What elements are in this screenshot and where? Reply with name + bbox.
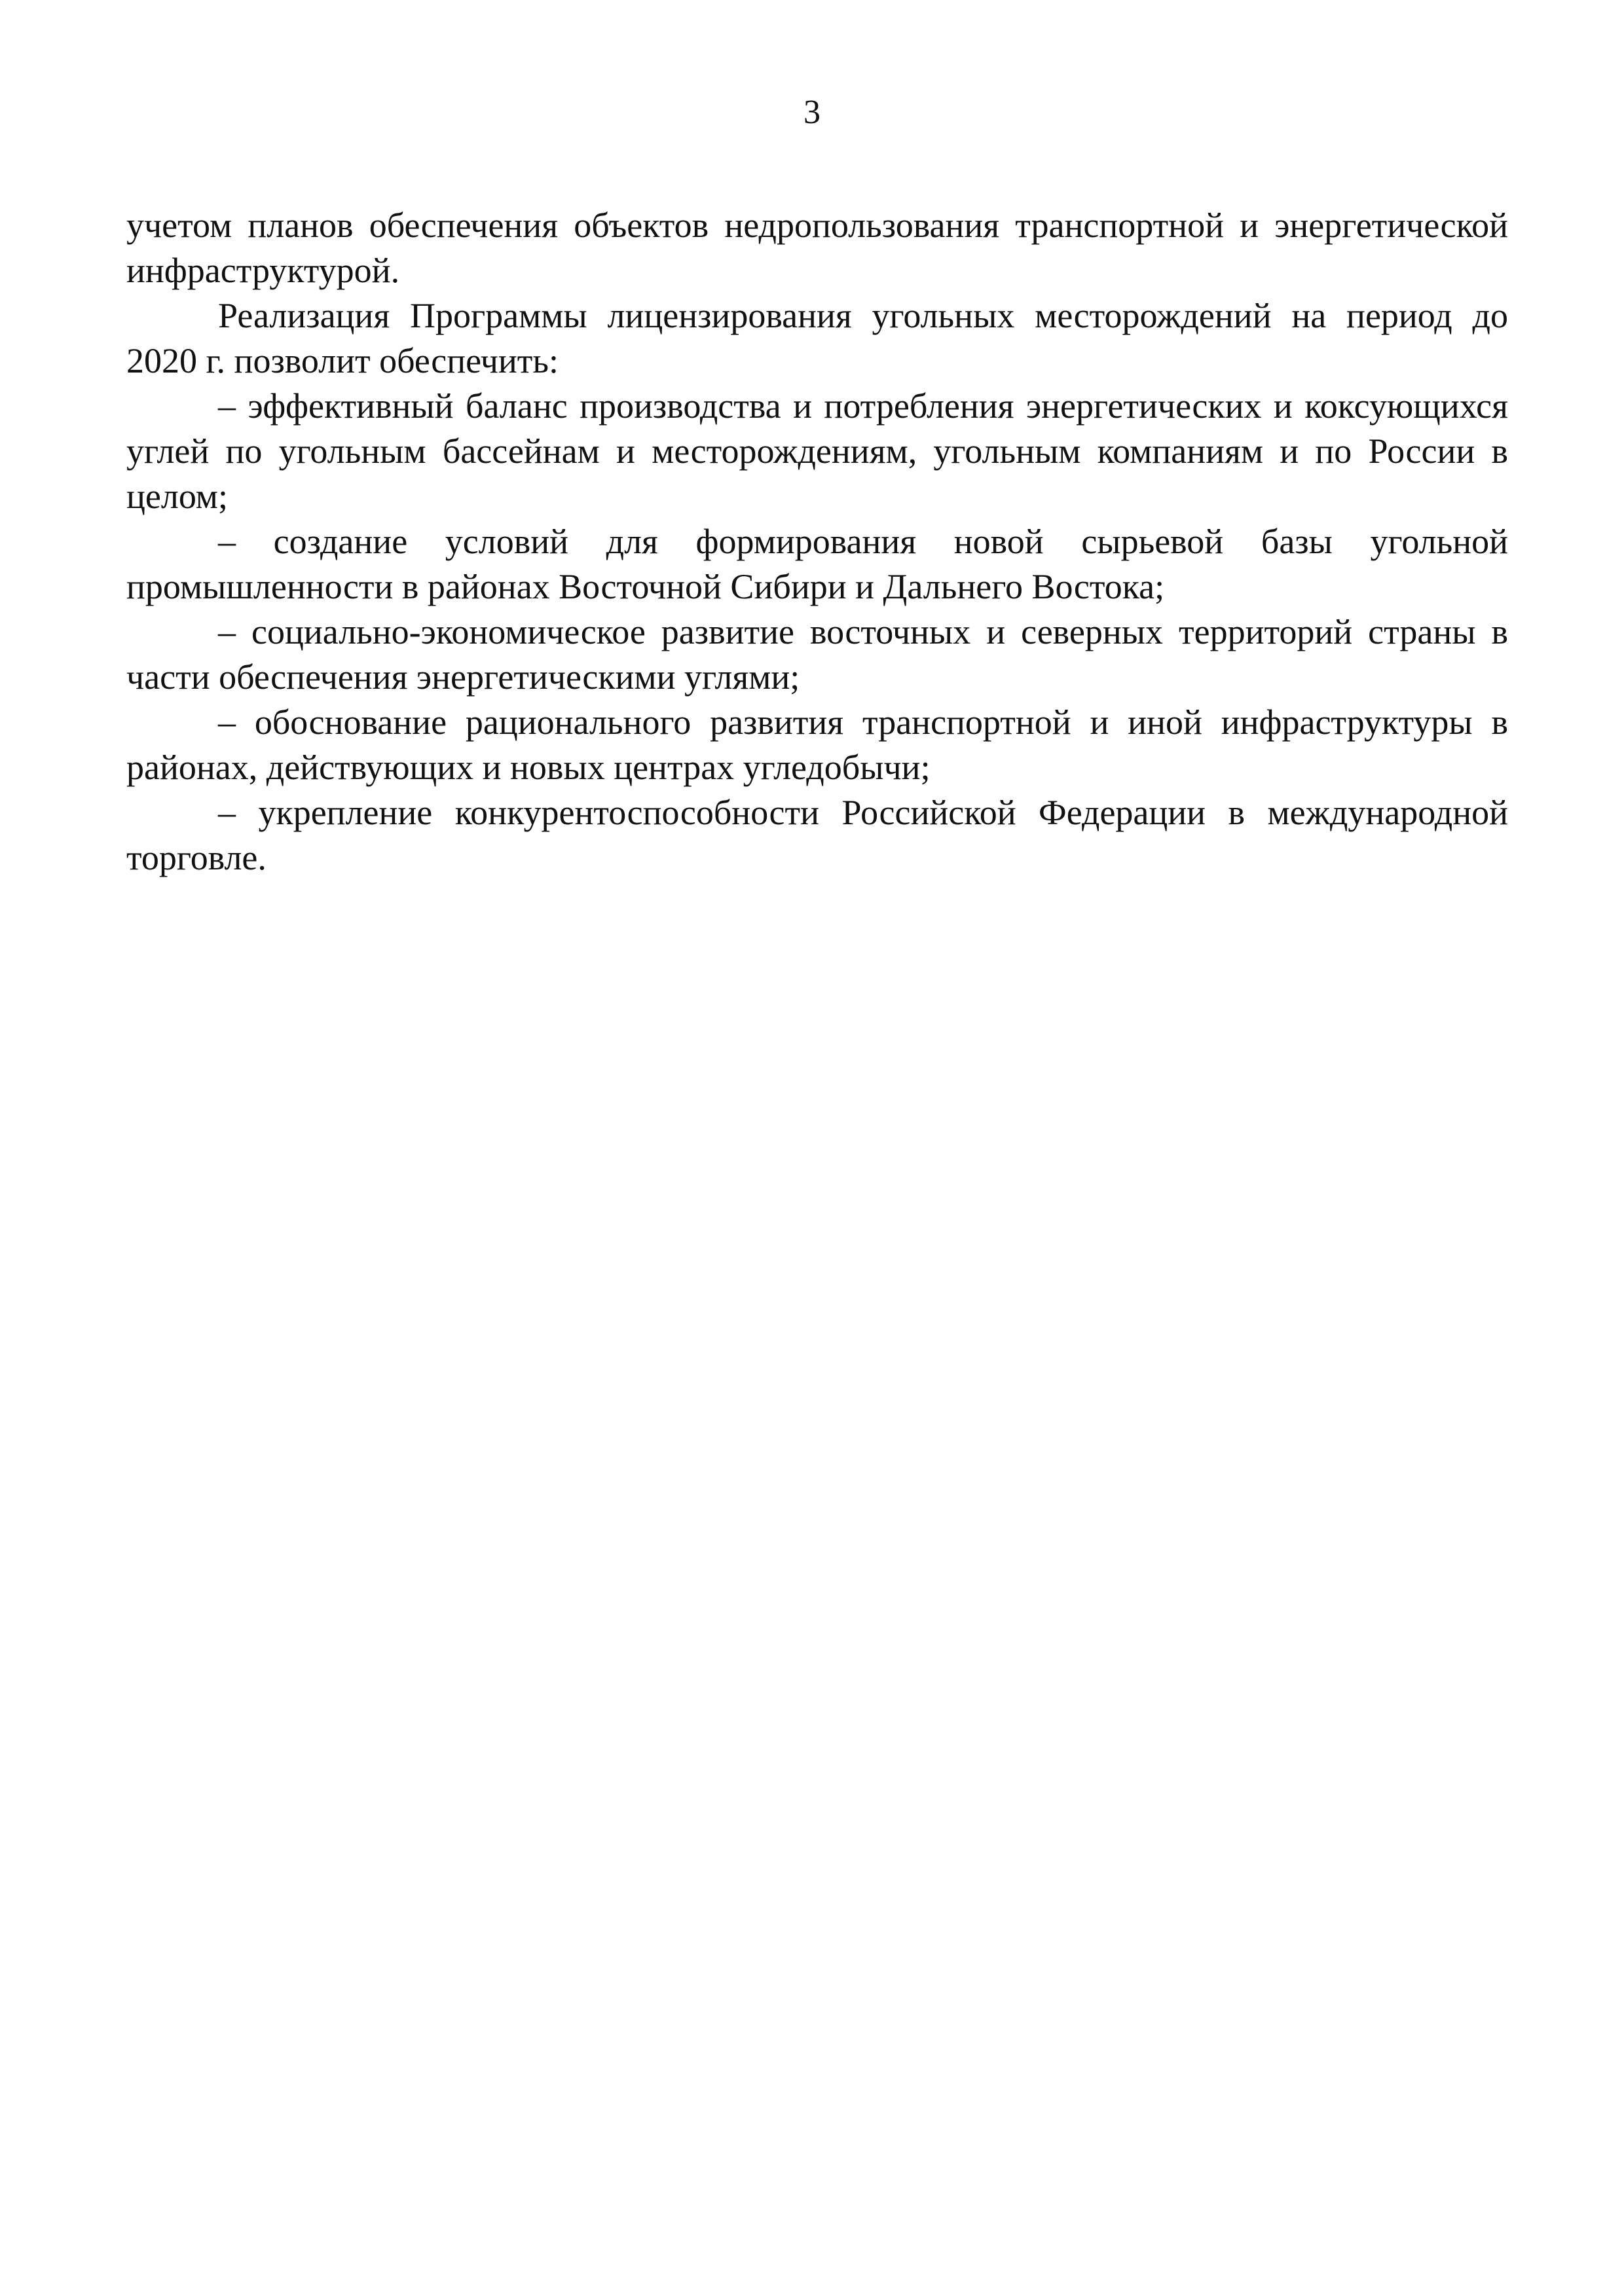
list-item-infrastructure: – обоснование рационального развития транспортной и иной инфраструктуры в районах, действующих и новых центрах угледобычи;	[126, 702, 1508, 787]
paragraph-intro: Реализация Программы лицензирования угольных месторождений на период до 2020 г. позволит обеспечить:	[126, 296, 1508, 380]
document-body	[126, 203, 1508, 881]
list-item-social-development: – социально-экономическое развитие восточных и северных территорий страны в части обеспечения энергетическими углями;	[126, 612, 1508, 697]
paragraph-continuation: учетом планов обеспечения объектов недропользования транспортной и энергетической инфраструктурой.	[126, 206, 1508, 290]
list-item-raw-base: – создание условий для формирования новой сырьевой базы угольной промышленности в районах Восточной Сибири и Дальнего Востока;	[126, 522, 1508, 606]
page-number: 3	[803, 94, 821, 131]
list-item-competitiveness: – укрепление конкурентоспособности Российской Федерации в международной торговле.	[126, 793, 1508, 877]
list-item-balance: – эффективный баланс производства и потребления энергетических и коксующихся углей по угольным бассейнам и месторождениям, угольным компаниям и по России в целом;	[126, 386, 1508, 516]
